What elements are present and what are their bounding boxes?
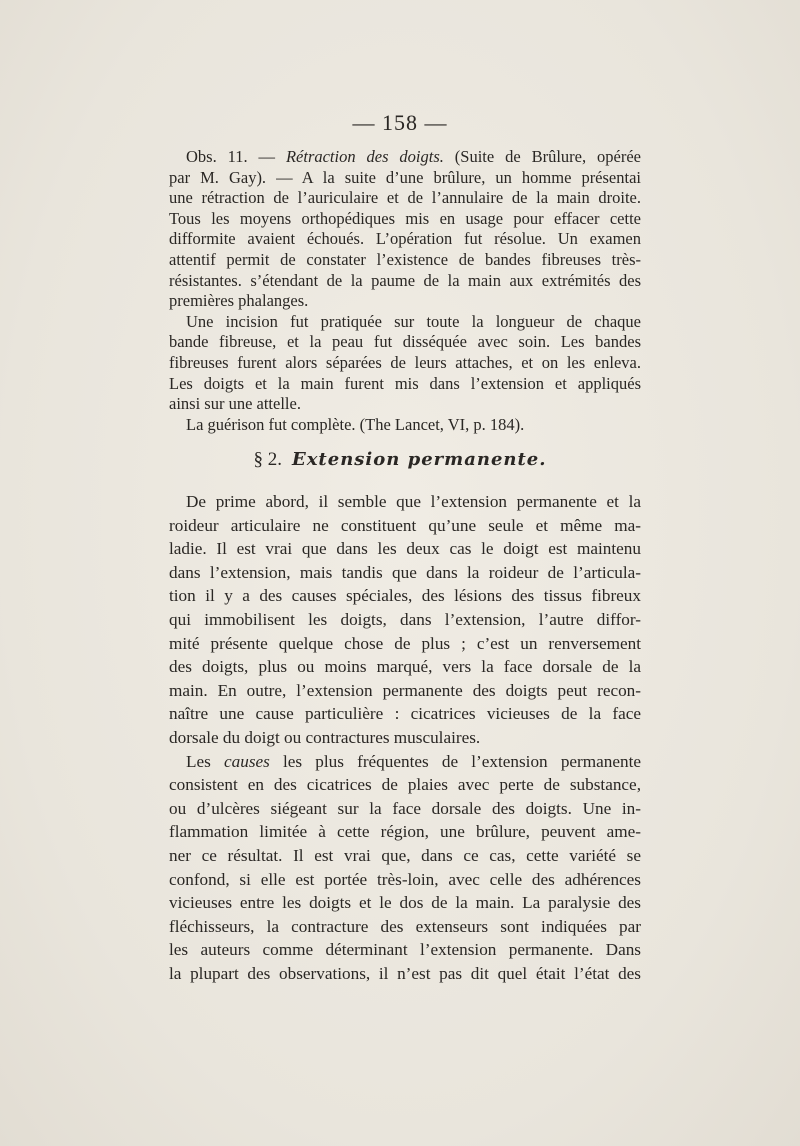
causes-italic: causes bbox=[224, 751, 270, 771]
result-line: La guérison fut complète. (The Lancet, VI, p. 184). bbox=[186, 414, 525, 434]
obs-title: Rétraction des doigts. bbox=[285, 147, 444, 166]
text-line: main. En outre, l’extension permanente des doigts peut recon- bbox=[169, 680, 641, 700]
text-line: ner ce résultat. Il est vrai que, dans ce cas, cette variété se bbox=[169, 845, 641, 865]
observation-block bbox=[169, 147, 641, 435]
obs-line1-rest: (Suite de Brûlure, opérée bbox=[443, 147, 642, 166]
text-line: ladie. Il est vrai que dans les deux cas le doigt est maintenu bbox=[169, 539, 641, 559]
text-line: bande fibreuse, et la peau fut disséquée avec soin. Les bandes bbox=[169, 332, 641, 352]
text-line: mité présente quelque chose de plus ; c’est un renversement bbox=[169, 633, 641, 653]
text-line: ainsi sur une attelle. bbox=[169, 394, 301, 414]
text-line: dorsale du doigt ou contractures musculaires. bbox=[169, 727, 481, 747]
obs-prefix: Obs. 11. — bbox=[186, 147, 286, 166]
text-line: De prime abord, il semble que l’extension permanente et la bbox=[186, 492, 641, 511]
text-line: premières phalanges. bbox=[169, 291, 309, 311]
obs-heading-line bbox=[169, 147, 641, 168]
text-line: attentif permit de constater l’existence de bandes fibreuses très- bbox=[169, 249, 641, 269]
text-line: résistantes. s’étendant de la paume de la main aux extrémités des bbox=[169, 270, 641, 290]
text-line: difformite avaient échoués. L’opération fut résolue. Un examen bbox=[169, 229, 641, 249]
text-line: fibreuses furent alors séparées de leurs attaches, et on les enleva. bbox=[169, 352, 641, 372]
text-line: des doigts, plus ou moins marqué, vers la face dorsale de la bbox=[169, 657, 641, 677]
text-line: confond, si elle est portée très-loin, avec celle des adhérences bbox=[169, 869, 641, 889]
text-line: consistent en des cicatrices de plaies avec perte de substance, bbox=[169, 775, 641, 795]
causes-rest: les plus fréquentes de l’extension permanente bbox=[269, 751, 641, 771]
text-line: ou d’ulcères siégeant sur la face dorsale des doigts. Une in- bbox=[169, 798, 641, 818]
text-line: naître une cause particulière : cicatrices vicieuses de la face bbox=[169, 704, 641, 724]
text-line: une rétraction de l’auriculaire et de l’annulaire de la main droite. bbox=[169, 188, 641, 208]
causes-first-line bbox=[169, 750, 641, 774]
causes-prefix: Les bbox=[186, 751, 224, 771]
section-number: § 2. bbox=[253, 449, 282, 470]
text-line: par M. Gay). — A la suite d’une brûlure, un homme présentai bbox=[169, 167, 641, 187]
text-line: fléchisseurs, la contracture des extenseurs sont indiquées par bbox=[169, 916, 641, 936]
text-line: Tous les moyens orthopédiques mis en usage pour effacer cette bbox=[169, 208, 641, 228]
page-number: — 158 — bbox=[352, 110, 448, 135]
text-line: qui immobilisent les doigts, dans l’extension, l’autre diffor- bbox=[169, 609, 641, 629]
text-line: les auteurs comme déterminant l’extension permanente. Dans bbox=[169, 940, 641, 960]
text-line: la plupart des observations, il n’est pas dit quel était l’état des bbox=[169, 963, 641, 983]
body-text bbox=[169, 490, 641, 985]
text-line: flammation limitée à cette région, une brûlure, peuvent ame- bbox=[169, 822, 641, 842]
section-title: Extension permanente. bbox=[291, 449, 547, 470]
text-line: roideur articulaire ne constituent qu’une seule et même ma- bbox=[169, 515, 641, 535]
text-line: Une incision fut pratiquée sur toute la longueur de chaque bbox=[186, 311, 641, 331]
text-line: Les doigts et la main furent mis dans l’extension et appliqués bbox=[169, 373, 641, 393]
text-line: vicieuses entre les doigts et le dos de la main. La paralysie des bbox=[169, 893, 641, 913]
section-heading bbox=[0, 449, 800, 471]
text-line: tion il y a des causes spéciales, des lésions des tissus fibreux bbox=[169, 586, 641, 606]
text-line: dans l’extension, mais tandis que dans la roideur de l’articula- bbox=[169, 562, 641, 582]
